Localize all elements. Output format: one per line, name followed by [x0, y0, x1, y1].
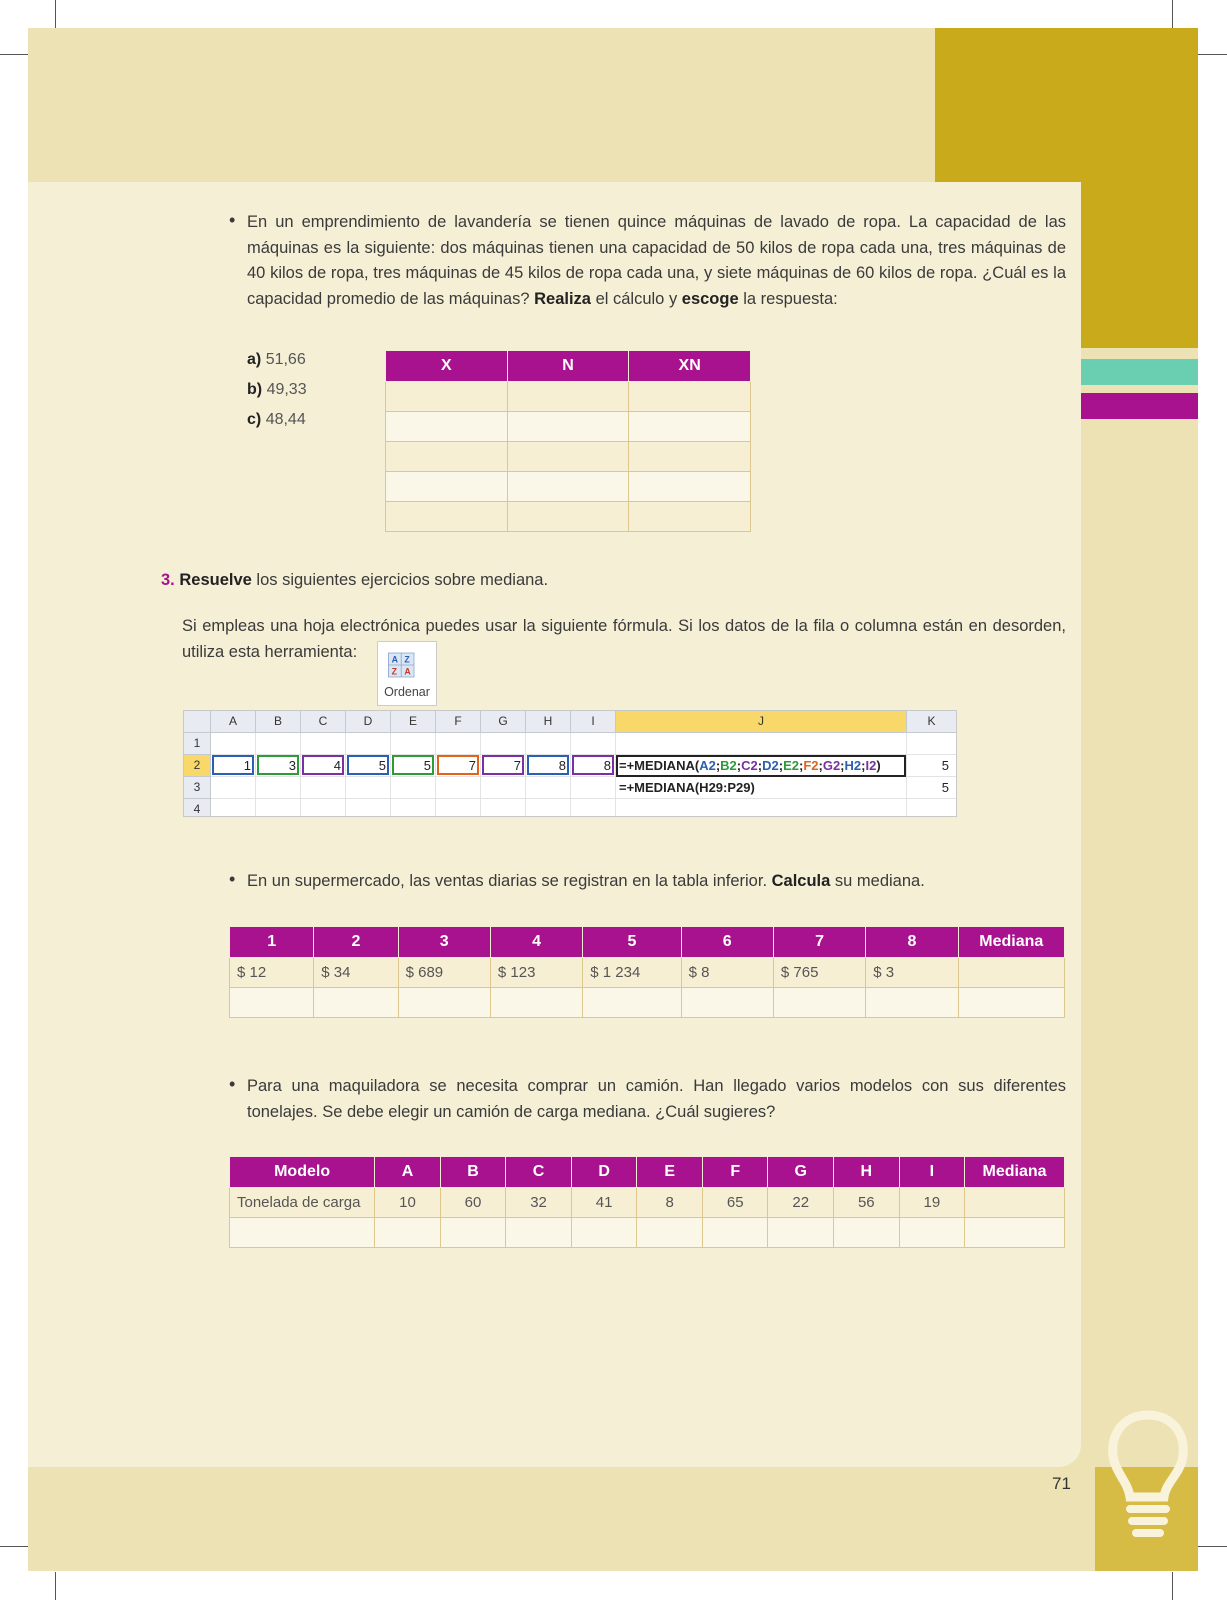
- magenta-strip: [1081, 393, 1198, 419]
- option-c[interactable]: c) 48,44: [247, 411, 306, 428]
- table-header: 4: [490, 927, 582, 958]
- table-cell[interactable]: [507, 412, 629, 442]
- formula-arg: A2: [699, 758, 716, 773]
- table-header: C: [506, 1157, 572, 1188]
- table-cell: 56: [834, 1188, 900, 1218]
- sheet-cell[interactable]: 7: [468, 758, 476, 773]
- table-header: 2: [314, 927, 398, 958]
- table-cell: 10: [375, 1188, 441, 1218]
- header-n: N: [507, 351, 629, 382]
- table-cell: 65: [702, 1188, 768, 1218]
- option-a[interactable]: a) 51,66: [247, 351, 306, 368]
- mediana-formula-2[interactable]: =+MEDIANA(H29:P29): [619, 780, 755, 795]
- formula-arg: I2: [865, 758, 877, 773]
- camion-table: [229, 1156, 1065, 1248]
- ventas-table: [229, 926, 1065, 1018]
- column-header[interactable]: D: [346, 711, 391, 733]
- table-header: 8: [866, 927, 958, 958]
- formula-arg: D2: [762, 758, 779, 773]
- table-cell: 60: [440, 1188, 506, 1218]
- column-header[interactable]: C: [301, 711, 346, 733]
- table-header: 5: [583, 927, 681, 958]
- table-cell: 32: [506, 1188, 572, 1218]
- page-number: 71: [1052, 1474, 1071, 1493]
- table-cell[interactable]: [507, 502, 629, 532]
- sheet-cell[interactable]: 1: [243, 758, 251, 773]
- table-cell[interactable]: [386, 382, 508, 412]
- answer-options: [247, 345, 307, 435]
- lavanderia-question: En un emprendimiento de lavandería se tienen quince máquinas de lavado de ropa. La capacidad de las máquinas es la siguiente: dos máquinas tienen una capacidad de 50 kilos de ropa cada una, tres máquinas de 40 kilos de ropa, tres máquinas de 45 kilos de ropa cada una, y siete máquinas de 60 kilos de ropa. ¿Cuál es la capacidad promedio de las máquinas? Realiza el cálculo y escoge la respuesta:: [247, 213, 1066, 308]
- sheet-cell[interactable]: 7: [513, 758, 521, 773]
- table-header: I: [899, 1157, 965, 1188]
- bullet: •: [229, 869, 236, 889]
- row-header[interactable]: 4: [184, 799, 211, 817]
- header-xn: XN: [629, 351, 751, 382]
- mediana-formula-1[interactable]: =+MEDIANA(A2;B2;C2;D2;E2;F2;G2;H2;I2): [619, 758, 881, 773]
- section3-heading: 3. Resuelve los siguientes ejercicios sobre mediana.: [161, 571, 549, 589]
- formula-arg: B2: [720, 758, 737, 773]
- xn-table: [385, 350, 751, 532]
- row-header[interactable]: 3: [184, 777, 211, 799]
- sheet-cell[interactable]: 5: [941, 780, 949, 795]
- table-cell: 19: [899, 1188, 965, 1218]
- table-header: H: [834, 1157, 900, 1188]
- table-cell: $ 689: [398, 958, 490, 988]
- formula-arg: H2: [844, 758, 862, 773]
- supermercado-question: En un supermercado, las ventas diarias se registran en la tabla inferior. Calcula su mediana.: [247, 872, 925, 890]
- mediana-answer-cell[interactable]: [965, 1188, 1065, 1218]
- teal-strip: [1081, 359, 1198, 385]
- sheet-cell[interactable]: 5: [423, 758, 431, 773]
- table-header: A: [375, 1157, 441, 1188]
- sheet-cell[interactable]: 5: [941, 758, 949, 773]
- svg-text:A: A: [404, 666, 411, 677]
- lightbulb-icon: [1100, 1405, 1198, 1545]
- maquiladora-question: Para una maquiladora se necesita comprar un camión. Han llegado varios modelos con sus diferentes tonelajes. Se debe elegir un camión de carga mediana. ¿Cuál sugieres?: [247, 1077, 1066, 1121]
- table-cell[interactable]: [629, 442, 751, 472]
- column-header[interactable]: A: [211, 711, 256, 733]
- table-header: 3: [398, 927, 490, 958]
- svg-text:Z: Z: [404, 654, 410, 665]
- column-header[interactable]: G: [481, 711, 526, 733]
- table-header: 7: [773, 927, 865, 958]
- table-cell[interactable]: [507, 382, 629, 412]
- option-b[interactable]: b) 49,33: [247, 381, 307, 398]
- table-cell[interactable]: [629, 502, 751, 532]
- column-header[interactable]: B: [256, 711, 301, 733]
- table-cell[interactable]: [629, 412, 751, 442]
- formula-arg: C2: [741, 758, 758, 773]
- table-cell: $ 1 234: [583, 958, 681, 988]
- table-cell[interactable]: [386, 442, 508, 472]
- spreadsheet: [183, 710, 957, 817]
- column-header-selected[interactable]: J: [616, 711, 907, 733]
- row-header-selected[interactable]: 2: [184, 755, 211, 777]
- table-header: B: [440, 1157, 506, 1188]
- table-cell: $ 765: [773, 958, 865, 988]
- formula-arg: E2: [783, 758, 799, 773]
- table-cell: 8: [637, 1188, 703, 1218]
- column-header[interactable]: E: [391, 711, 436, 733]
- table-cell: $ 8: [681, 958, 773, 988]
- sort-tool-label: Ordenar: [384, 685, 430, 699]
- sheet-cell[interactable]: 5: [378, 758, 386, 773]
- sheet-cell[interactable]: 4: [333, 758, 341, 773]
- table-cell[interactable]: [958, 988, 1064, 1018]
- table-cell[interactable]: [507, 442, 629, 472]
- svg-text:Z: Z: [391, 666, 397, 677]
- section3-intro: Si empleas una hoja electrónica puedes usar la siguiente fórmula. Si los datos de la fila o columna están en desorden, utiliza esta herramienta:: [182, 617, 1066, 661]
- formula-arg: F2: [803, 758, 819, 773]
- column-header[interactable]: H: [526, 711, 571, 733]
- row-header[interactable]: 1: [184, 733, 211, 755]
- sort-tool-button[interactable]: [377, 641, 437, 706]
- table-header: Mediana: [965, 1157, 1065, 1188]
- bullet: •: [229, 210, 236, 230]
- column-header[interactable]: K: [907, 711, 957, 733]
- mediana-answer-cell[interactable]: [958, 958, 1064, 988]
- table-cell[interactable]: [386, 412, 508, 442]
- corner-cell[interactable]: [184, 711, 211, 733]
- sheet-cell[interactable]: 8: [603, 758, 611, 773]
- svg-text:A: A: [391, 654, 398, 665]
- bullet: •: [229, 1074, 236, 1094]
- table-cell[interactable]: [629, 472, 751, 502]
- table-header: G: [768, 1157, 834, 1188]
- table-header: E: [637, 1157, 703, 1188]
- table-header: D: [571, 1157, 637, 1188]
- table-cell[interactable]: [386, 502, 508, 532]
- sheet-cell[interactable]: 8: [558, 758, 566, 773]
- column-header[interactable]: I: [571, 711, 616, 733]
- sheet-cell[interactable]: 3: [288, 758, 296, 773]
- column-header[interactable]: F: [436, 711, 481, 733]
- table-header: Mediana: [958, 927, 1064, 958]
- table-header: F: [702, 1157, 768, 1188]
- table-header: 1: [230, 927, 314, 958]
- table-cell[interactable]: [629, 382, 751, 412]
- formula-arg: G2: [822, 758, 841, 773]
- row-label: Tonelada de carga: [230, 1188, 375, 1218]
- header-x: X: [386, 351, 508, 382]
- sort-az-icon: [382, 650, 422, 680]
- table-cell: $ 123: [490, 958, 582, 988]
- table-cell: $ 12: [230, 958, 314, 988]
- table-cell: $ 34: [314, 958, 398, 988]
- table-cell[interactable]: [507, 472, 629, 502]
- table-cell[interactable]: [386, 472, 508, 502]
- table-cell: 22: [768, 1188, 834, 1218]
- table-cell: 41: [571, 1188, 637, 1218]
- table-header: Modelo: [230, 1157, 375, 1188]
- table-cell: $ 3: [866, 958, 958, 988]
- table-header: 6: [681, 927, 773, 958]
- table-cell[interactable]: [965, 1218, 1065, 1248]
